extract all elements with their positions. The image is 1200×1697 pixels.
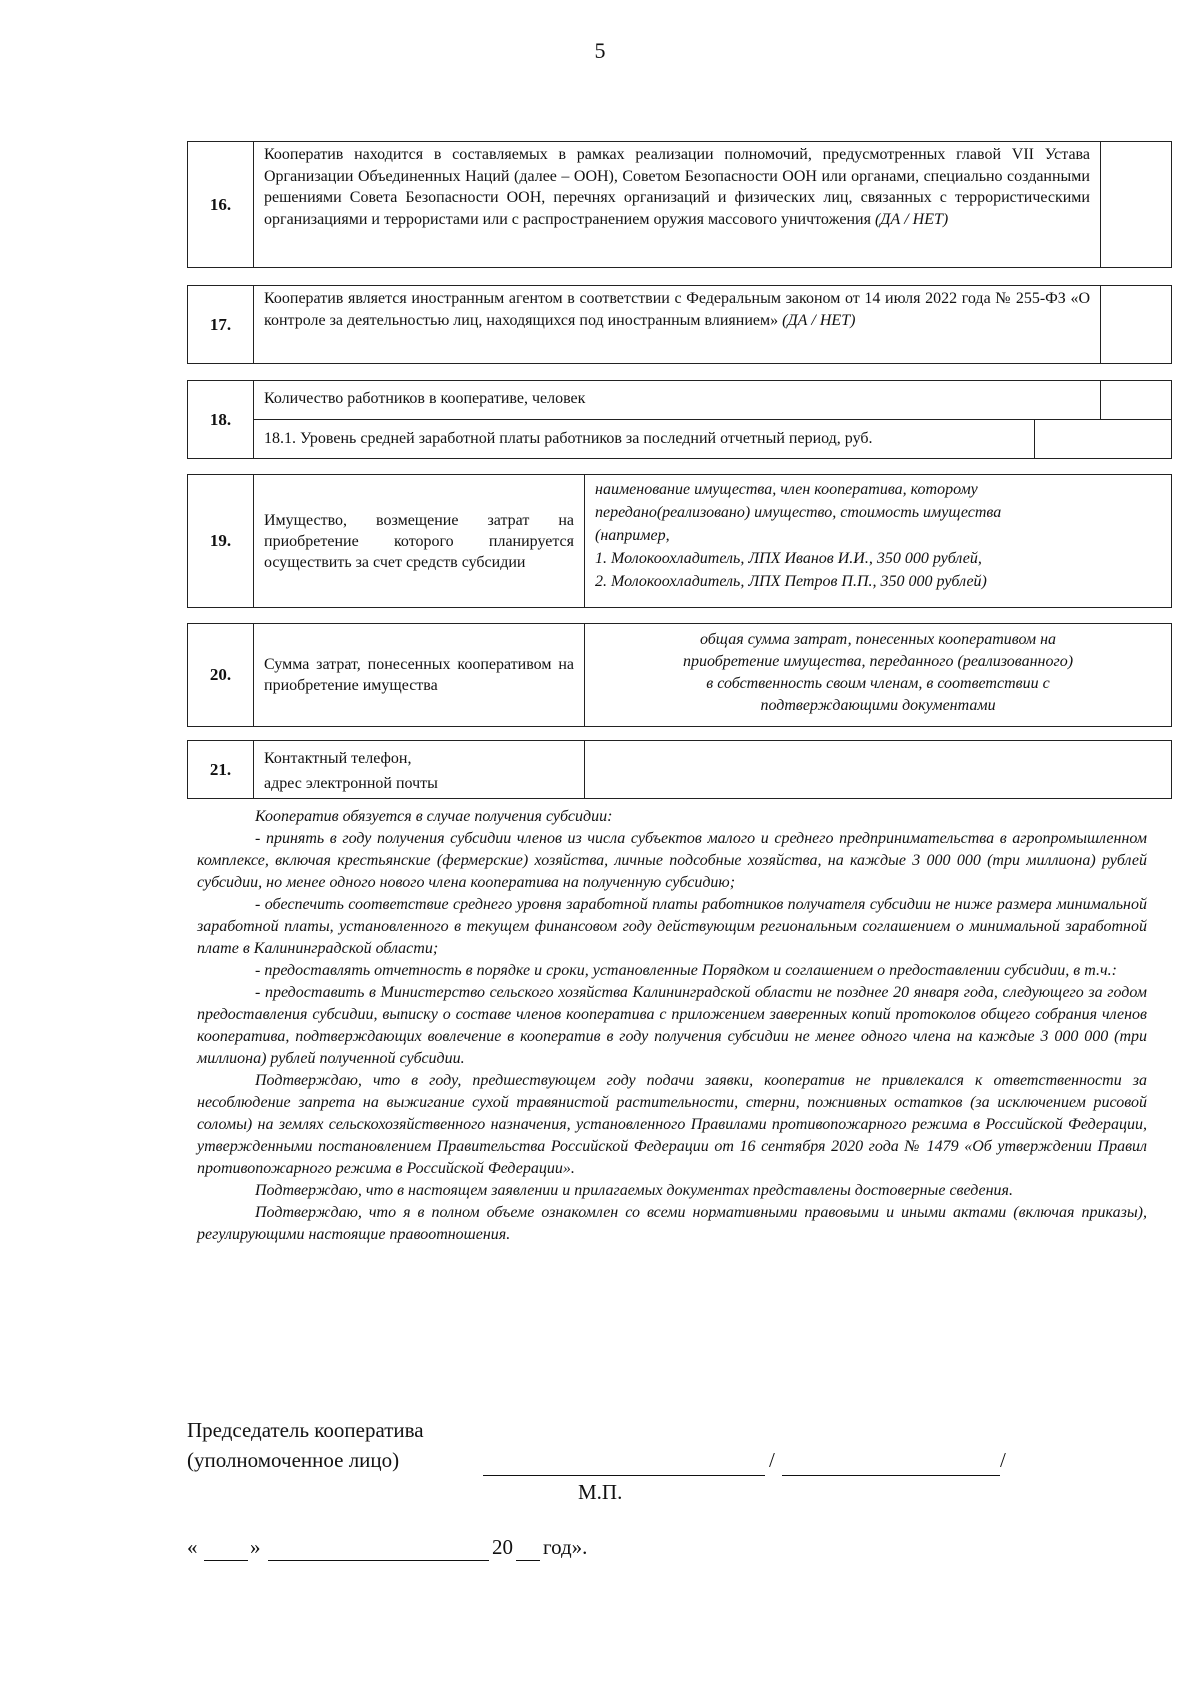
answer-cell[interactable]	[1100, 142, 1171, 267]
property-hint	[585, 475, 1171, 607]
row-number: 21.	[188, 741, 254, 798]
hint-line: 2. Молокоохладитель, ЛПХ Петров П.П., 350 000 рублей)	[595, 573, 987, 590]
hint-line: в собственность своим членам, в соответствии с	[706, 675, 1050, 692]
signature-slash-end: /	[1000, 1448, 1006, 1472]
page-number: 5	[594, 38, 606, 63]
hint-line: 1. Молокоохладитель, ЛПХ Иванов И.И., 350 000 рублей,	[595, 550, 982, 567]
confirmation: Подтверждаю, что в году, предшествующем году подачи заявки, кооператив не привлекался к ответственности за несоблюдение запрета на выжигание сухой травянистой растительности, стерни, пожнивных остатков (за исключением рисовой соломы) на землях сельскохозяйственного назначения, установленного Правилами противопожарного режима в Российской Федерации, утвержденными постановлением Правительства Российской Федерации от 16 сентября 2020 года № 1479 «Об утверждении Правил противопожарного режима в Российской Федерации».	[197, 1072, 1147, 1177]
average-salary-cell[interactable]	[1034, 420, 1171, 458]
obligation-item: - предоставлять отчетность в порядке и сроки, установленные Порядком и соглашением о предоставлении субсидии, в т.ч.:	[255, 962, 1117, 979]
contact-email-label: адрес электронной почты	[264, 775, 438, 792]
row-label	[254, 624, 584, 726]
row-16	[187, 141, 1172, 268]
row-21	[187, 740, 1172, 799]
hint-line: подтверждающими документами	[760, 697, 996, 714]
row-number: 17.	[188, 286, 254, 363]
costs-label: Сумма затрат, понесенных кооперативом на приобретение имущества	[264, 656, 574, 694]
yes-no-hint: (ДА / НЕТ)	[782, 311, 856, 329]
row-number: 20.	[188, 624, 254, 726]
yes-no-hint: (ДА / НЕТ)	[874, 210, 949, 228]
confirmation: Подтверждаю, что я в полном объеме ознакомлен со всеми нормативными правовыми и иными актами (включая приказы), регулирующими настоящие правоотношения.	[197, 1204, 1147, 1243]
hint-line: приобретение имущества, переданного (реализованного)	[682, 653, 1074, 670]
row-number: 18.	[188, 381, 254, 458]
average-salary-label: 18.1. Уровень средней заработной платы работников за последний отчетный период, руб.	[264, 430, 873, 447]
obligations-intro: Кооператив обязуется в случае получения субсидии:	[255, 808, 613, 825]
seal-mark: М.П.	[578, 1480, 623, 1504]
hint-line: наименование имущества, член кооператива, которому	[595, 481, 978, 498]
date-close-quote: »	[250, 1535, 261, 1559]
obligation-item: - принять в году получения субсидии членов из числа субъектов малого и среднего предпринимательства в агропромышленном комплексе, включая крестьянские (фермерские) хозяйства, личные подсобные хозяйства, на каждые 3 000 000 (три миллиона) рублей субсидии, но менее одного нового члена кооператива на полученную субсидию;	[197, 830, 1147, 891]
contact-cell[interactable]	[584, 741, 1171, 798]
confirmation: Подтверждаю, что в настоящем заявлении и прилагаемых документах представлены достоверные сведения.	[255, 1182, 1013, 1199]
signature-slash: /	[769, 1448, 775, 1472]
row-number: 16.	[188, 142, 254, 267]
signer-title: Председатель кооператива	[187, 1418, 424, 1442]
row-text	[254, 142, 1100, 267]
row-text	[254, 381, 1100, 419]
signer-subtitle: (уполномоченное лицо)	[187, 1448, 400, 1472]
row-17	[187, 285, 1172, 364]
date-open-quote: «	[187, 1535, 198, 1559]
answer-cell[interactable]	[1100, 286, 1171, 363]
row-label	[254, 741, 584, 798]
hint-line: (например,	[595, 527, 670, 544]
row-16-question: Кооператив находится в составляемых в рамках реализации полномочий, предусмотренных главой VII Устава Организации Объединенных Наций (далее – ООН), Советом Безопасности ООН или органами, специально созданными решениями Совета Безопасности ООН, перечнях организаций и физических лиц, связанных с террористическими организациями и террористами или с распространением оружия массового уничтожения	[264, 146, 1090, 228]
signature-line[interactable]	[483, 1475, 765, 1476]
name-line[interactable]	[782, 1475, 1000, 1476]
obligation-item: - обеспечить соответствие среднего уровня заработной платы работников получателя субсидии не ниже размера минимальной заработной платы, установленного в текущем финансовом году действующим региональным соглашением о минимальной заработной плате в Калининградской области;	[197, 896, 1147, 957]
year-prefix: 20	[492, 1535, 513, 1559]
date-month-line[interactable]	[268, 1560, 489, 1561]
row-subtext	[254, 420, 1034, 458]
costs-hint	[585, 624, 1171, 726]
row-20	[187, 623, 1172, 727]
hint-line: общая сумма затрат, понесенных кооперативом на	[699, 631, 1057, 648]
row-text	[254, 286, 1100, 363]
obligation-item: - предоставить в Министерство сельского хозяйства Калининградской области не позднее 20 января года, следующего за годом предоставления субсидии, выписку о составе членов кооператива с приложением заверенных копий протоколов общего собрания членов кооператива, подтверждающих вовлечение в кооператив в году получения субсидии не менее одного члена на каждые 3 000 000 (три миллиона) рублей полученной субсидии.	[197, 984, 1147, 1067]
row-number: 19.	[188, 475, 254, 607]
date-day-line[interactable]	[204, 1560, 248, 1561]
contact-phone-label: Контактный телефон,	[264, 750, 412, 767]
row-19	[187, 474, 1172, 608]
row-17-question: Кооператив является иностранным агентом в соответствии с Федеральным законом от 14 июля 2022 года № 255-ФЗ «О контроле за деятельностью лиц, находящихся под иностранным влиянием»	[264, 290, 1090, 329]
row-18	[187, 380, 1172, 459]
hint-line: передано(реализовано) имущество, стоимость имущества	[595, 504, 1002, 521]
employee-count-label: Количество работников в кооперативе, человек	[264, 390, 586, 407]
property-label: Имущество, возмещение затрат на приобретение которого планируется осуществить за счет средств субсидии	[264, 511, 574, 571]
date-year-line[interactable]	[516, 1560, 540, 1561]
year-suffix: год».	[543, 1535, 588, 1559]
obligations-text	[197, 806, 1147, 1246]
employee-count-cell[interactable]	[1100, 381, 1171, 419]
row-label	[254, 475, 584, 607]
